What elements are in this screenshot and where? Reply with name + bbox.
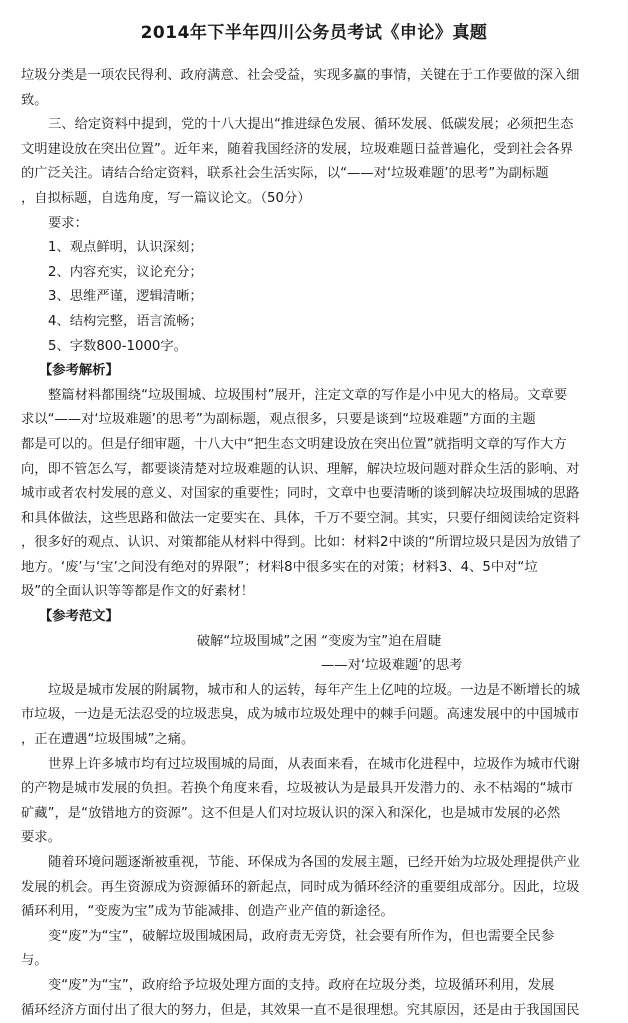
question-line: 文明建设放在突出位置”。近年来，随着我国经济的发展，垃圾难题日益普遍化，受到社会各界: [21, 141, 574, 157]
requirement-item: 1、观点鲜明，认识深刻；: [48, 240, 203, 256]
paragraph-line: 致。: [21, 92, 48, 108]
essay-line: ，正在遭遇“垃圾围城”之痛。: [21, 732, 195, 748]
analysis-line: 城市或者农村发展的意义、对国家的重要性；同时，文章中也要清晰的谈到解决垃圾围城的思路: [21, 486, 580, 502]
analysis-line: 整篇材料都围绕“垃圾围城、垃圾围村”展开，注定文章的写作是小中见大的格局。文章要: [48, 387, 568, 403]
requirements-heading: 要求：: [48, 215, 88, 231]
requirement-item: 4、结构完整，语言流畅；: [48, 313, 203, 329]
essay-line: 世界上许多城市均有过垃圾围城的局面，从表面来看，在城市化进程中，垃圾作为城市代谢: [48, 756, 580, 772]
question-line: ，自拟标题，自选角度，写一篇议论文。（50分）: [21, 190, 311, 206]
essay-line: 循环利用，“变废为宝”成为节能减排、创造产业产值的新途径。: [21, 904, 394, 920]
analysis-line: 求以“——对‘垃圾难题’的思考”为副标题，观点很多，只要是谈到“垃圾难题”方面的主题: [21, 412, 536, 428]
analysis-line: 圾”的全面认识等等都是作文的好素材！: [21, 584, 254, 600]
essay-line: 变“废”为“宝”，破解垃圾围城困局，政府责无旁贷，社会要有所作为，但也需要全民参: [48, 928, 555, 944]
essay-line: 的产物是城市发展的负担。若换个角度来看，垃圾被认为是最具开发潜力的、永不枯竭的“城市: [21, 781, 574, 797]
essay-line: 随着环境问题逐渐被重视，节能、环保成为各国的发展主题，已经开始为垃圾处理提供产业: [48, 855, 580, 870]
document-title: 2014年下半年四川公务员考试《申论》真题: [140, 23, 488, 43]
analysis-line: 地方。‘废’与‘宝’之间没有绝对的界限”；材料8中很多实在的对策；材料3、4、5中对“垃: [21, 559, 538, 575]
essay-title: 破解“垃圾围城”之困 “变废为宝”迫在眉睫: [196, 633, 442, 649]
essay-line: 矿藏”，是“放错地方的资源”。这不但是人们对垃圾认识的深入和深化，也是城市发展的必然: [21, 805, 561, 821]
essay-line: 要求。: [21, 830, 61, 846]
analysis-line: ，很多好的观点、认识、对策都能从材料中得到。比如：材料2中谈的“所谓垃圾只是因为放错了: [21, 535, 582, 551]
essay-line: 变“废”为“宝”，政府给予垃圾处理方面的支持。政府在垃圾分类，垃圾循环利用，发展: [48, 977, 555, 993]
question-line: 的广泛关注。请结合给定资料，联系社会生活实际，以“——对‘垃圾难题’的思考”为副标题: [21, 166, 549, 182]
sample-essay-heading: 【参考范文】: [39, 609, 119, 625]
essay-line: 发展的机会。再生资源成为资源循环的新起点，同时成为循环经济的重要组成部分。因此，垃圾: [21, 879, 580, 895]
analysis-line: 向，即不管怎么写，都要谈清楚对垃圾难题的认识、理解，解决垃圾问题对群众生活的影响、对: [21, 461, 580, 477]
question-line: 三、给定资料中提到，党的十八大提出“推进绿色发展、循环发展、低碳发展；必须把生态: [48, 117, 574, 133]
essay-subtitle: ——对‘垃圾难题’的思考: [321, 658, 463, 674]
analysis-line: 都是可以的。但是仔细审题，十八大中“把生态文明建设放在突出位置”就指明文章的写作大方: [21, 436, 567, 452]
document-body: [21, 64, 617, 1023]
analysis-line: 和具体做法，这些思路和做法一定要实在、具体，千万不要空洞。其实，只要仔细阅读给定资料: [21, 510, 580, 526]
paragraph-line: 垃圾分类是一项农民得利、政府满意、社会受益，实现多赢的事情，关键在于工作要做的深入细: [21, 68, 580, 83]
requirement-item: 5、字数800-1000字。: [48, 338, 187, 354]
essay-line: 循环经济方面付出了很大的努力，但是，其效果一直不是很理想。究其原因，还是由于我国国民: [21, 1002, 580, 1018]
essay-line: 垃圾是城市发展的附属物，城市和人的运转，每年产生上亿吨的垃圾。一边是不断增长的城: [48, 682, 580, 698]
requirement-item: 3、思维严谨，逻辑清晰；: [48, 289, 203, 305]
essay-line: 市垃圾，一边是无法忍受的垃圾悲臭，成为城市垃圾处理中的棘手问题。高速发展中的中国城市: [21, 707, 580, 723]
analysis-heading: 【参考解析】: [39, 363, 119, 379]
essay-line: 与。: [21, 953, 48, 969]
requirement-item: 2、内容充实，议论充分；: [48, 264, 203, 280]
